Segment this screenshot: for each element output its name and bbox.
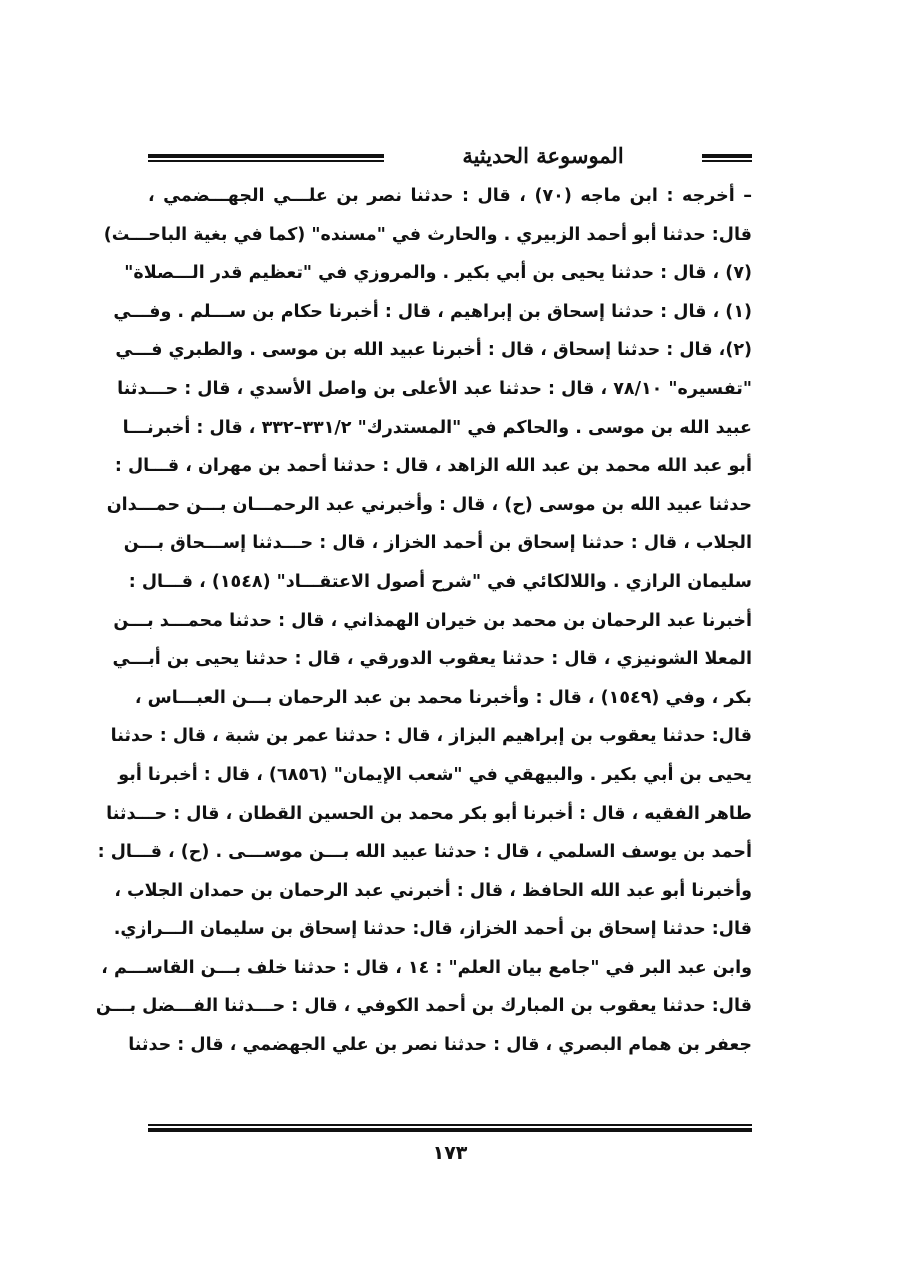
body-line-18: أحمد بن يوسف السلمي ، قال : حدثنا عبيد الله بـــن موســـى . (ح) ، قـــال : [97, 842, 752, 863]
header-rule-long-thin [148, 160, 384, 162]
header-rule-short-thick [702, 154, 752, 158]
header-rule-short-thin [702, 160, 752, 162]
body-line-10: الجلاب ، قال : حدثنا إسحاق بن أحمد الخزاز ، قال : حـــدثنا إســـحاق بـــن [123, 533, 752, 554]
body-line-1: – أخرجه : ابن ماجه (٧٠) ، قال : حدثنا نصر بن علـــي الجهـــضمي ، [148, 186, 752, 206]
body-line-16: يحيى بن أبي بكير . والبيهقي في "شعب الإيمان" (٦٨٥٦) ، قال : أخبرنا أبو [118, 764, 752, 785]
page-header [148, 137, 752, 177]
body-line-2: قال: حدثنا أبو أحمد الزبيري . والحارث في "مسنده" (كما في بغية الباحـــث) [103, 224, 752, 245]
body-line-23: جعفر بن همام البصري ، قال : حدثنا نصر بن علي الجهضمي ، قال : حدثنا [128, 1035, 752, 1056]
body-line-22: قال: حدثنا يعقوب بن المبارك بن أحمد الكوفي ، قال : حـــدثنا الفـــضل بـــن [95, 996, 752, 1017]
body-line-4: (١) ، قال : حدثنا إسحاق بن إبراهيم ، قال : أخبرنا حكام بن ســـلم . وفـــي [113, 301, 752, 322]
body-line-19: وأخبرنا أبو عبد الله الحافظ ، قال : أخبرني عبد الرحمان بن حمدان الجلاب ، [114, 880, 752, 901]
body-line-14: بكر ، وفي (١٥٤٩) ، قال : وأخبرنا محمد بن عبد الرحمان بـــن العبـــاس ، [134, 687, 752, 708]
body-line-13: المعلا الشونيزي ، قال : حدثنا يعقوب الدورقي ، قال : حدثنا يحيى بن أبـــي [112, 649, 752, 670]
body-line-12: أخبرنا عبد الرحمان بن محمد بن خيران الهمذاني ، قال : حدثنا محمـــد بـــن [113, 610, 752, 631]
page-number: ١٧٣ [432, 1142, 468, 1164]
body-line-8: أبو عبد الله محمد بن عبد الله الزاهد ، قال : حدثنا أحمد بن مهران ، قـــال : [114, 456, 752, 477]
body-line-17: طاهر الفقيه ، قال : أخبرنا أبو بكر محمد بن الحسين القطان ، قال : حـــدثنا [106, 803, 752, 824]
header-rule-short [702, 154, 752, 164]
body-text [95, 177, 752, 1065]
body-line-21: وابن عبد البر في "جامع بيان العلم" : ١٤ ، قال : حدثنا خلف بـــن القاســـم ، [101, 957, 752, 978]
footer-rule-thick [148, 1128, 752, 1132]
body-line-11: سليمان الرازي . واللالكائي في "شرح أصول الاعتقـــاد" (١٥٤٨) ، قـــال : [128, 571, 752, 592]
body-line-6: "تفسيره" ٧٨/١٠ ، قال : حدثنا عبد الأعلى بن واصل الأسدي ، قال : حـــدثنا [117, 378, 752, 399]
body-line-15: قال: حدثنا يعقوب بن إبراهيم البزاز ، قال : حدثنا عمر بن شبة ، قال : حدثنا [110, 726, 752, 747]
header-title: الموسوعة الحديثية [462, 143, 624, 168]
body-line-3: (٧) ، قال : حدثنا يحيى بن أبي بكير . والمروزي في "تعظيم قدر الـــصلاة" [124, 263, 752, 284]
footer-rule-thin [148, 1124, 752, 1126]
body-line-20: قال: حدثنا إسحاق بن أحمد الخزاز، قال: حدثنا إسحاق بن سليمان الـــرازي. [113, 919, 752, 940]
body-line-9: حدثنا عبيد الله بن موسى (ح) ، قال : وأخبرني عبد الرحمـــان بـــن حمـــدان [106, 494, 752, 515]
header-rule-long [148, 154, 384, 164]
footer-rule [148, 1124, 752, 1136]
body-line-5: (٢)، قال : حدثنا إسحاق ، قال : أخبرنا عبيد الله بن موسى . والطبري فـــي [115, 340, 752, 361]
body-line-7: عبيد الله بن موسى . والحاكم في "المستدرك" ٣٣١/٢–٣٣٢ ، قال : أخبرنـــا [122, 417, 752, 438]
header-rule-long-thick [148, 154, 384, 158]
